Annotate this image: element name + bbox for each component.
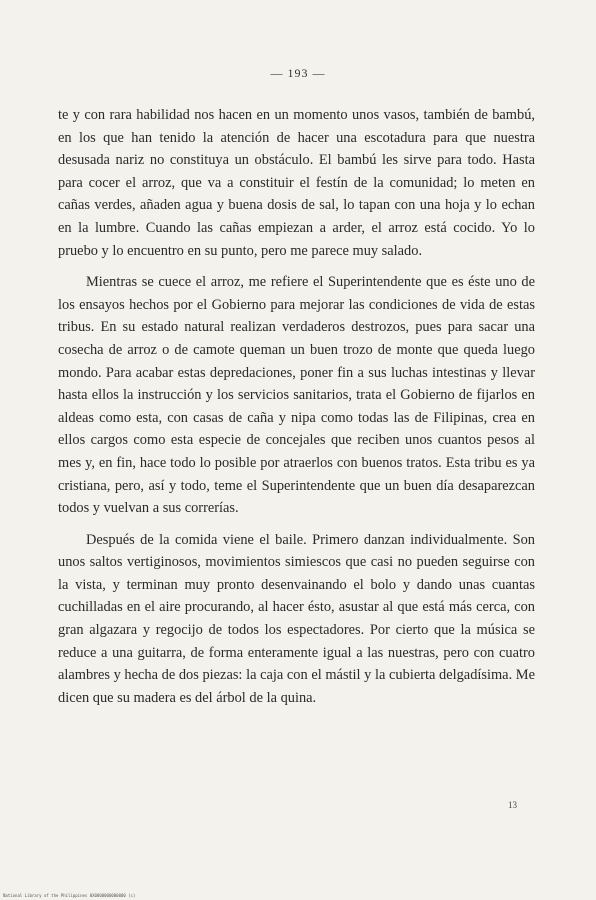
paragraph: te y con rara habilidad nos hacen en un momento unos vasos, también de bambú, en los que han tenido la atención de hacer una escotadura para que nuestra desusada nariz no constituya un obstáculo. El bambú les sirve para todo. Hasta para cocer el arroz, que va a constituir el festín de la comunidad; lo meten en cañas verdes, añaden agua y buena dosis de sal, lo tapan con una hoja y lo echan en la lumbre. Cuando las cañas empiezan a arder, el arroz está cocido. Yo lo pruebo y lo encuentro en su punto, pero me parece muy salado. xyxy=(58,107,535,259)
signature-mark: 13 xyxy=(508,800,517,810)
scan-footer: National Library of the Philippines 0X0000000000000 (c) xyxy=(3,893,136,898)
page-number: — 193 — xyxy=(270,66,326,80)
body-text xyxy=(58,104,535,718)
paragraph: Después de la comida viene el baile. Primero danzan individualmente. Son unos saltos vertiginosos, movimientos simiescos que casi no pueden seguirse con la vista, y terminan muy pronto desenvainando el bolo y dando unas cuantas cuchilladas en el aire procurando, al hacer ésto, asustar al que está más cerca, con gran algazara y regocijo de todos los espectadores. Por cierto que la música se reduce a una guitarra, de forma enteramente igual a las nuestras, pero con cuatro alambres y hecha de dos piezas: la caja con el mástil y la cubierta delgadísima. Me dicen que su madera es del árbol de la quina. xyxy=(58,531,535,706)
paragraph: Mientras se cuece el arroz, me refiere el Superintendente que es éste uno de los ensayos hechos por el Gobierno para mejorar las condiciones de vida de estas tribus. En su estado natural realizan verdaderos destrozos, pues para sacar una cosecha de arroz o de camote queman un buen trozo de monte que queda luego mondo. Para acabar estas depredaciones, poner fin a sus luchas intestinas y llevar hasta ellos la instrucción y los servicios sanitarios, trata el Gobierno de fijarlos en aldeas como esta, con casas de caña y nipa como todas las de Filipinas, crea en ellos cargos como esta especie de concejales que reciben unos cuantos pesos al mes y, en fin, hace todo lo posible por atraerlos con buenos tratos. Esta tribu es ya cristiana, pero, así y todo, teme el Superintendente que un buen día desaparezcan todos y vuelvan a sus correrías. xyxy=(58,274,535,517)
